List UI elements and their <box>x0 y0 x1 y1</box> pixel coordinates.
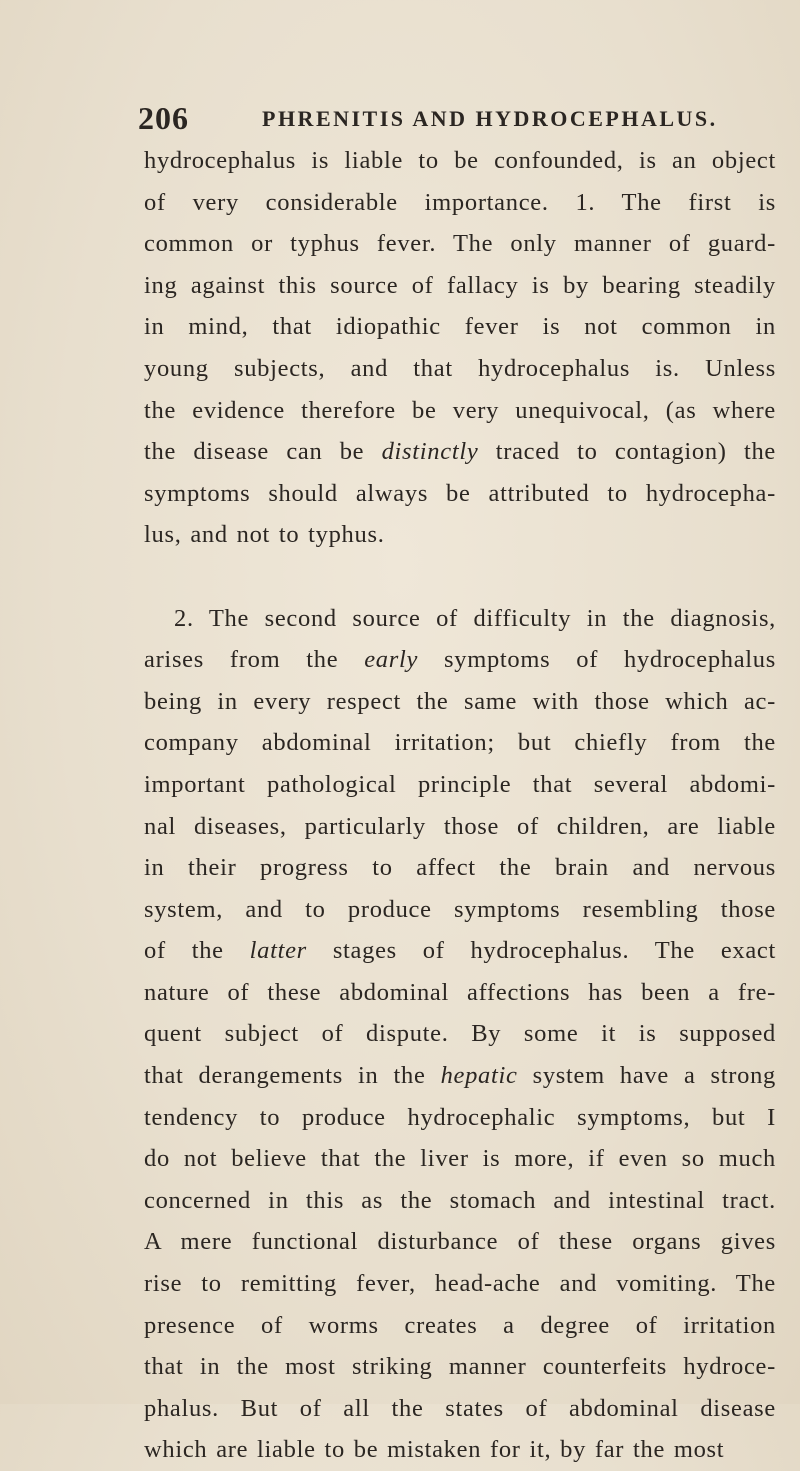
text-line: hydrocephalus is liable to be confounded, is an object <box>144 147 776 174</box>
text-line: arises from the early symptoms of hydrocephalus <box>144 646 776 674</box>
text-line: in mind, that idiopathic fever is not common in <box>144 313 776 341</box>
text-line: do not believe that the liver is more, if even so much <box>144 1145 776 1173</box>
text-line: common or typhus fever. The only manner of guard- <box>144 230 776 258</box>
text-line: in their progress to affect the brain and nervous <box>144 854 776 882</box>
text-line: lus, and not to typhus. <box>144 521 385 549</box>
page-number: 206 <box>138 100 189 136</box>
text-line: the evidence therefore be very unequivocal, (as where <box>144 396 776 424</box>
page-header <box>138 100 778 140</box>
text-line: of the latter stages of hydrocephalus. The exact <box>144 937 777 965</box>
text-line: system, and to produce symptoms resembling those <box>144 895 776 923</box>
text-line: 2. The second source of difficulty in the diagnosis, <box>174 604 776 632</box>
text-line: concerned in this as the stomach and intestinal tract. <box>144 1186 776 1214</box>
text-line: important pathological principle that several abdomi- <box>144 770 776 798</box>
text-line: phalus. But of all the states of abdominal disease <box>144 1394 776 1422</box>
text-line: that derangements in the hepatic system have a strong <box>144 1062 776 1090</box>
text-line: young subjects, and that hydrocephalus is. Unless <box>144 354 776 382</box>
text-line: which are liable to be mistaken for it, by far the most <box>144 1436 725 1464</box>
paragraph-gap <box>144 556 776 598</box>
paragraph <box>144 598 776 1471</box>
text-line: company abdominal irritation; but chiefly from the <box>144 729 776 757</box>
text-line: tendency to produce hydrocephalic symptoms, but I <box>144 1103 776 1131</box>
text-line: nal diseases, particularly those of children, are liable <box>144 812 776 840</box>
text-line: of very considerable importance. 1. The first is <box>144 188 776 216</box>
text-line: rise to remitting fever, head-ache and vomiting. The <box>144 1270 776 1298</box>
text-line: that in the most striking manner counterfeits hydroce- <box>144 1353 776 1381</box>
running-head: PHRENITIS AND HYDROCEPHALUS. <box>262 106 718 131</box>
text-line: A mere functional disturbance of these organs gives <box>144 1228 776 1256</box>
text-line: presence of worms creates a degree of irritation <box>144 1311 776 1339</box>
text-line: the disease can be distinctly traced to contagion) the <box>144 438 776 466</box>
paragraph <box>144 140 776 556</box>
text-line: nature of these abdominal affections has been a fre- <box>144 978 776 1006</box>
text-line: ing against this source of fallacy is by bearing steadily <box>144 271 776 299</box>
text-line: being in every respect the same with those which ac- <box>144 687 776 715</box>
text-line: quent subject of dispute. By some it is supposed <box>144 1020 776 1048</box>
body-text <box>144 140 776 1471</box>
text-line: symptoms should always be attributed to hydrocepha- <box>144 479 776 507</box>
